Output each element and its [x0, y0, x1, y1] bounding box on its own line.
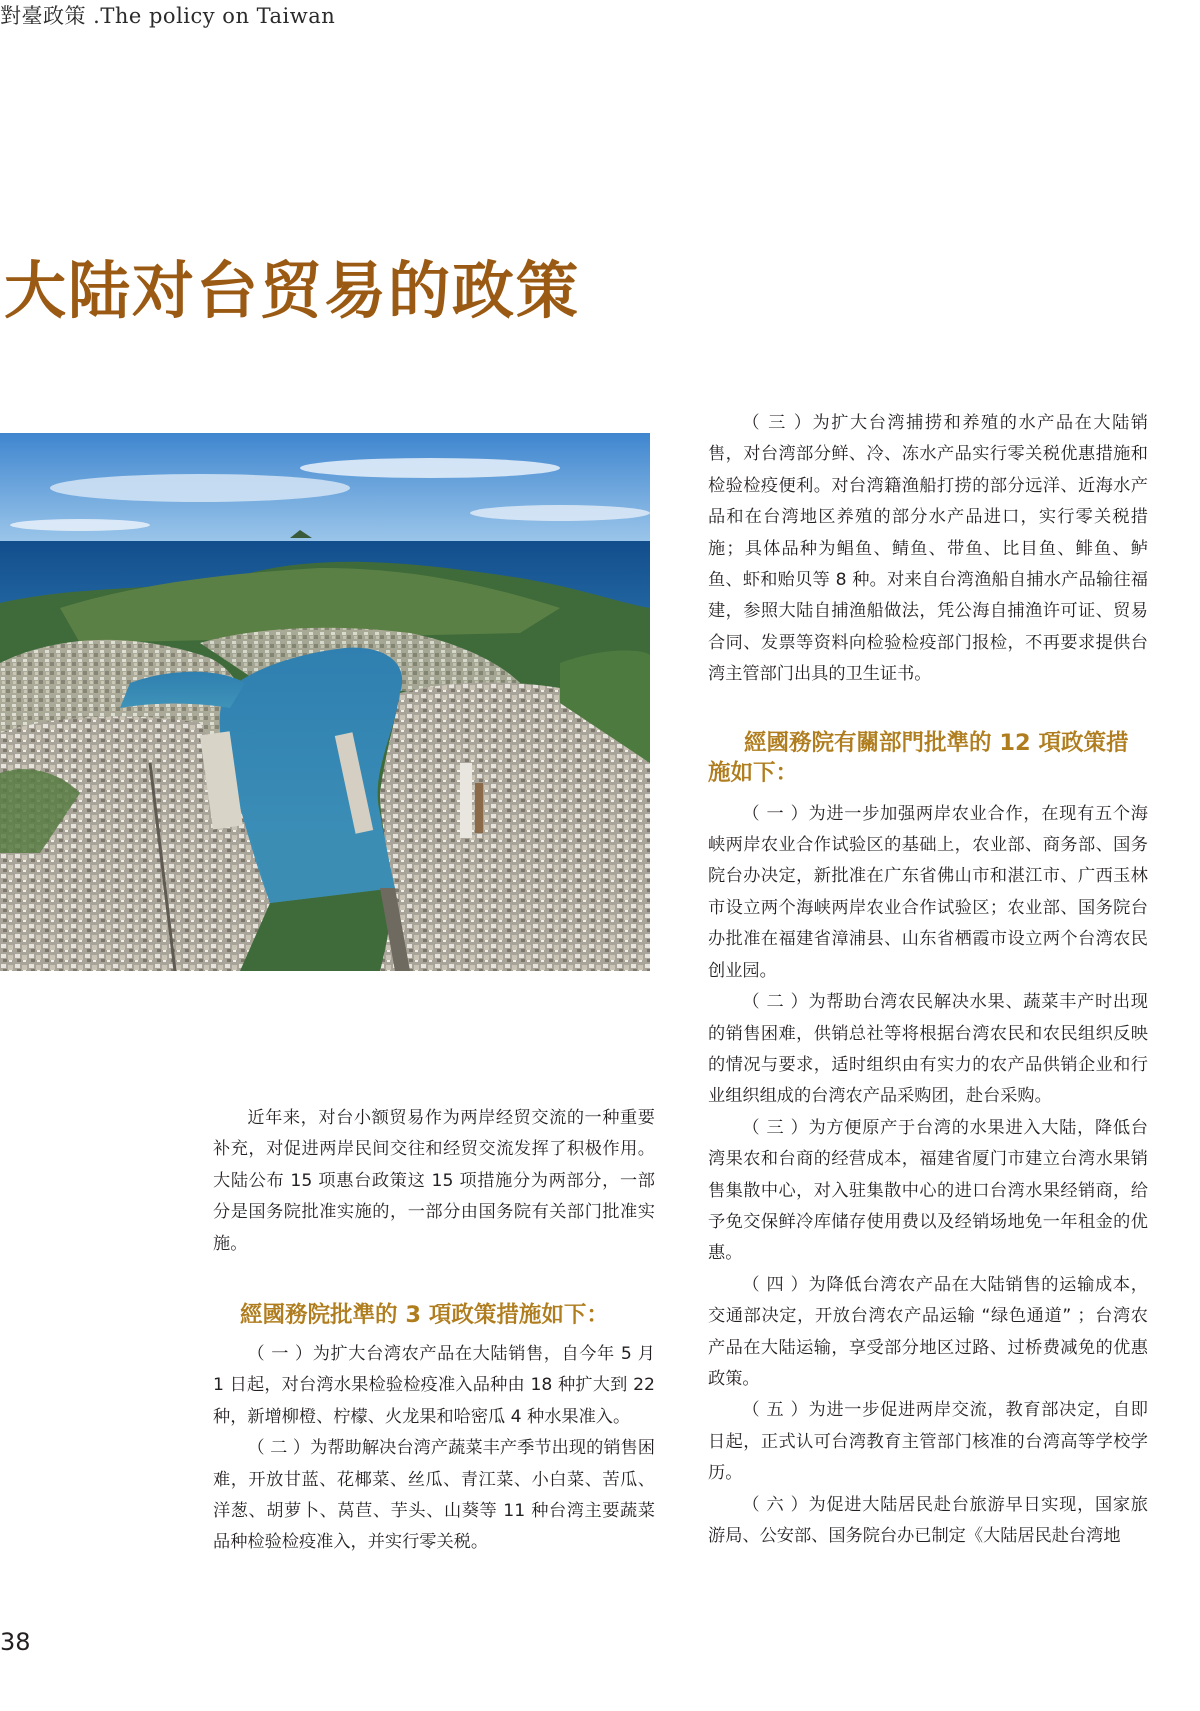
- right-column: [708, 408, 1148, 1552]
- measure-item: （ 三 ）为方便原产于台湾的水果进入大陆，降低台湾果农和台商的经营成本，福建省厦门市建立台湾水果销售集散中心，对入驻集散中心的进口台湾水果经销商，给予免交保鲜冷库储存使用费以及经销场地免一年租金的优惠。: [708, 1117, 1148, 1264]
- measure-item: （ 三 ）为扩大台湾捕捞和养殖的水产品在大陆销售，对台湾部分鲜、冷、冻水产品实行零关税优惠措施和检验检疫便利。对台湾籍渔船打捞的部分远洋、近海水产品和在台湾地区养殖的部分水产品进口，实行零关税措施；具体品种为鲳鱼、鲭鱼、带鱼、比目鱼、鲱鱼、鲈鱼、虾和贻贝等 8 种。对来自台湾渔船自捕水产品输往福建，参照大陆自捕渔船做法，凭公海自捕渔许可证、贸易合同、发票等资料向检验检疫部门报检，不再要求提供台湾主管部门出具的卫生证书。: [708, 413, 1148, 685]
- section-heading-3-measures: 經國務院批準的 3 項政策措施如下：: [240, 1302, 609, 1329]
- article-title: 大陆对台贸易的政策: [4, 253, 581, 327]
- measure-item: （ 六 ）为促进大陆居民赴台旅游早日实现，国家旅游局、公安部、国务院台办已制定《大陆居民赴台湾地: [708, 1494, 1148, 1546]
- measure-item: （ 五 ）为进一步促进两岸交流，教育部决定，自即日起，正式认可台湾教育主管部门核准的台湾高等学校学历。: [708, 1400, 1148, 1484]
- measure-item: （ 二 ）为帮助台湾农民解决水果、蔬菜丰产时出现的销售困难，供销总社等将根据台湾农民和农民组织反映的情况与要求，适时组织由有实力的农产品供销企业和行业组织组成的台湾农产品采购团，赴台采购。: [708, 992, 1148, 1107]
- left-column: [213, 1103, 655, 1559]
- measure-item: （ 二 ）为帮助解决台湾产蔬菜丰产季节出现的销售困难，开放甘蓝、花椰菜、丝瓜、青江菜、小白菜、苦瓜、洋葱、胡萝卜、莴苣、芋头、山葵等 11 种台湾主要蔬菜品种检验检疫准入，并实行零关税。: [213, 1438, 655, 1553]
- measure-item: （ 四 ）为降低台湾农产品在大陆销售的运输成本，交通部决定，开放台湾农产品运输 “绿色通道” ；台湾农产品在大陆运输，享受部分地区过路、过桥费减免的优惠政策。: [708, 1274, 1148, 1389]
- measure-item: （ 一 ）为扩大台湾农产品在大陆销售，自今年 5 月 1 日起，对台湾水果检验检疫准入品种由 18 种扩大到 22 种，新增柳橙、柠檬、火龙果和哈密瓜 4 种水果准入。: [213, 1344, 655, 1427]
- page-number: 38: [0, 1628, 31, 1656]
- intro-paragraph: 近年来，对台小额贸易作为两岸经贸交流的一种重要补充，对促进两岸民间交往和经贸交流发挥了积极作用。大陆公布 15 项惠台政策这 15 项措施分为两部分，一部分是国务院批准实施的，一部分由国务院有关部门批准实施。: [213, 1108, 655, 1254]
- section-heading-12-measures: 經國務院有關部門批準的 12 項政策措施如下：: [708, 729, 1129, 786]
- harbor-aerial-photo: [0, 433, 650, 971]
- running-header: 對臺政策 .The policy on Taiwan: [0, 4, 336, 28]
- measure-item: （ 一 ）为进一步加强两岸农业合作，在现有五个海峡两岸农业合作试验区的基础上，农业部、商务部、国务院台办决定，新批准在广东省佛山市和湛江市、广西玉林市设立两个海峡两岸农业合作试验区；农业部、国务院台办批准在福建省漳浦县、山东省栖霞市设立两个台湾农民创业园。: [708, 803, 1148, 981]
